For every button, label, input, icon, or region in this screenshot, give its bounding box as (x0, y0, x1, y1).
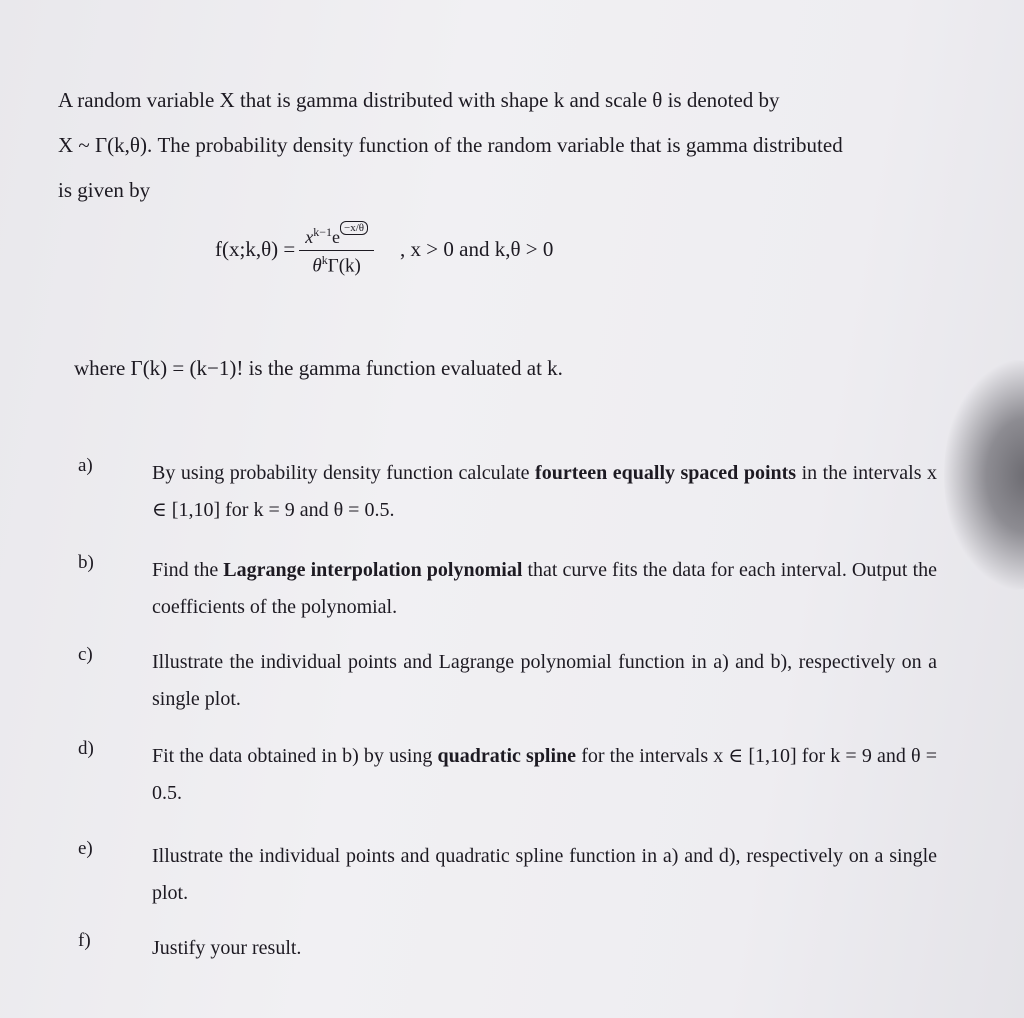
question-text (152, 644, 937, 718)
den-rest: Γ(k) (327, 255, 361, 277)
question-text (152, 552, 937, 626)
numerator-exponent: −x/θ (340, 221, 368, 235)
den-power: k (321, 253, 328, 267)
question-label: b) (78, 552, 94, 573)
text-run: Justify your result. (152, 937, 302, 959)
numerator-power: k−1 (313, 225, 332, 239)
question-label: c) (78, 644, 93, 665)
formula-condition: , x > 0 and k,θ > 0 (400, 237, 554, 262)
formula-denominator (312, 251, 360, 277)
question-text (152, 930, 937, 967)
text-run: Illustrate the individual points and Lagrange polynomial function in a) and b), respectively on a single plot. (152, 651, 937, 710)
text-run: in the intervals x ∈ [1,10] for k = 9 and θ = 0.5. (152, 462, 938, 521)
question-label: e) (78, 838, 93, 859)
intro-line-1: A random variable X that is gamma distributed with shape k and scale θ is denoted by (58, 88, 780, 112)
bold-text-run: quadratic spline (437, 745, 577, 767)
text-run: Find the (152, 559, 224, 581)
intro-line-3: is given by (58, 178, 151, 202)
numerator-e: e (332, 227, 340, 247)
question-label: f) (78, 930, 91, 951)
text-run: By using probability density function calculate (152, 462, 536, 484)
text-run: for the intervals x ∈ [1,10] for k = 9 and θ = 0.5. (152, 745, 938, 804)
question-text (152, 738, 937, 812)
intro-paragraph (58, 78, 953, 213)
formula-fraction (299, 222, 374, 277)
text-run: Illustrate the individual points and quadratic spline function in a) and d), respectively on a single plot. (152, 845, 937, 904)
question-label: a) (78, 455, 93, 476)
bold-text-run: fourteen equally spaced points (535, 462, 797, 484)
text-run: that curve fits the data for each interval. Output the coefficients of the polynomial. (152, 559, 938, 618)
den-base: θ (312, 255, 322, 277)
finger-shadow (944, 360, 1024, 590)
intro-line-2: X ~ Γ(k,θ). The probability density function of the random variable that is gamma distributed (58, 133, 843, 157)
question-label: d) (78, 738, 94, 759)
gamma-pdf-formula (215, 222, 553, 277)
formula-lhs: f(x;k,θ) = (215, 237, 296, 262)
formula-numerator (299, 222, 374, 251)
numerator-base: x (305, 227, 314, 247)
question-text (152, 838, 937, 912)
text-run: Fit the data obtained in b) by using (152, 745, 438, 767)
bold-text-run: Lagrange interpolation polynomial (223, 559, 523, 581)
where-text: where Γ(k) = (k−1)! is the gamma function evaluated at k. (74, 356, 563, 380)
question-text (152, 455, 937, 529)
